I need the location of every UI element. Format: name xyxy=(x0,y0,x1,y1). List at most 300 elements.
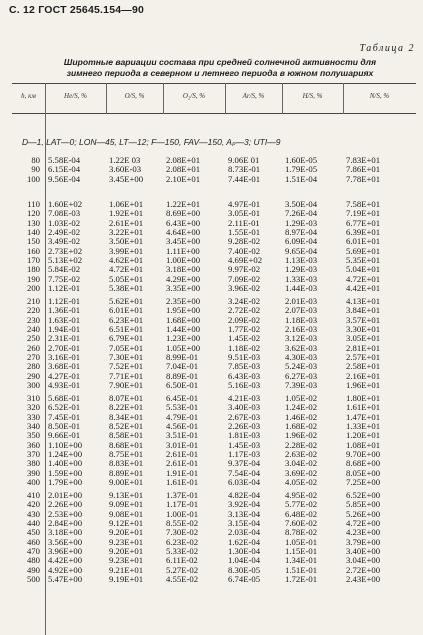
altitude-cell: 360 xyxy=(26,439,40,450)
value-cell: 1.40E+00 xyxy=(48,458,83,469)
value-cell: 3.05E-01 xyxy=(228,208,261,219)
value-cell: 8.83E+01 xyxy=(109,458,144,469)
value-cell: 4.05E-02 xyxy=(285,477,318,488)
value-column xyxy=(48,156,80,184)
value-column xyxy=(166,491,198,584)
altitude-cell: 420 xyxy=(26,499,40,510)
value-cell: 4.72E+01 xyxy=(109,264,144,275)
value-cell: 2.53E+00 xyxy=(48,508,83,519)
column-header-h-frac: H/S, % xyxy=(302,92,323,100)
value-cell: 5.16E-03 xyxy=(228,380,261,391)
value-cell: 4.64E+00 xyxy=(166,227,201,238)
value-column xyxy=(166,200,200,293)
value-cell: 1.62E-04 xyxy=(228,536,261,547)
value-cell: 5.47E+00 xyxy=(48,574,83,585)
value-cell: 8.52E+01 xyxy=(109,421,144,432)
value-cell: 1.34E-01 xyxy=(285,555,318,566)
value-cell: 9.66E-01 xyxy=(48,430,81,441)
value-cell: 9.13E+01 xyxy=(109,490,144,500)
altitude-cell: 350 xyxy=(26,430,40,441)
value-cell: 3.30E+01 xyxy=(346,324,381,335)
value-cell: 3.24E-02 xyxy=(228,296,261,306)
value-cell: 1.51E-04 xyxy=(285,173,318,184)
altitude-column xyxy=(12,156,40,184)
value-cell: 4.72E+01 xyxy=(346,273,381,284)
value-column xyxy=(346,394,380,487)
value-cell: 3.57E+01 xyxy=(346,314,381,325)
value-cell: 6.45E-01 xyxy=(166,393,199,403)
value-cell: 4.42E+01 xyxy=(346,283,381,294)
value-cell: 2.08E+01 xyxy=(166,155,201,165)
value-cell: 1.23E+00 xyxy=(166,333,201,344)
value-cell: 9.56E-04 xyxy=(48,173,81,184)
value-cell: 5.35E+01 xyxy=(346,255,381,266)
value-cell: 4.42E+00 xyxy=(48,555,83,566)
value-column xyxy=(228,200,262,293)
value-cell: 2.31E-01 xyxy=(48,333,81,344)
value-cell: 1.29E-03 xyxy=(285,264,318,275)
value-cell: 1.51E-01 xyxy=(285,564,318,575)
altitude-cell: 330 xyxy=(26,411,40,422)
value-cell: 1.06E+01 xyxy=(109,199,144,209)
value-cell: 1.44E+00 xyxy=(166,324,201,335)
value-cell: 2.26E+00 xyxy=(48,499,83,510)
value-cell: 7.26E-04 xyxy=(285,208,318,219)
altitude-column xyxy=(12,491,40,584)
value-cell: 1.44E-03 xyxy=(285,283,318,294)
value-cell: 2.58E+01 xyxy=(346,361,381,372)
value-cell: 6.11E-02 xyxy=(166,555,198,566)
value-cell: 7.85E-03 xyxy=(228,361,261,372)
value-cell: 4.13E+01 xyxy=(346,296,381,306)
value-cell: 3.18E+00 xyxy=(48,527,83,538)
value-cell: 7.09E-02 xyxy=(228,273,261,284)
altitude-cell: 500 xyxy=(26,574,40,585)
value-cell: 9.09E+01 xyxy=(109,499,144,510)
value-cell: 6.01E+01 xyxy=(346,236,381,247)
value-cell: 1.68E+00 xyxy=(166,314,201,325)
value-cell: 8.97E-04 xyxy=(285,227,318,238)
value-cell: 1.08E+01 xyxy=(346,439,381,450)
value-cell: 9.37E-04 xyxy=(228,458,261,469)
value-cell: 3.51E-01 xyxy=(166,430,199,441)
altitude-cell: 230 xyxy=(26,314,40,325)
value-cell: 1.46E-02 xyxy=(285,411,318,422)
value-cell: 8.89E-01 xyxy=(166,370,199,381)
value-column xyxy=(166,394,198,487)
value-cell: 3.01E-01 xyxy=(166,439,199,450)
value-cell: 3.60E-03 xyxy=(109,164,142,175)
value-cell: 4.92E+00 xyxy=(48,564,83,575)
value-column xyxy=(48,297,80,390)
value-cell: 2.43E+00 xyxy=(346,574,381,585)
value-cell: 6.39E+01 xyxy=(346,227,381,238)
column-header-o2: O₂/S, % xyxy=(182,92,206,100)
value-cell: 3.99E+01 xyxy=(109,245,144,256)
value-cell: 1.79E+00 xyxy=(48,477,83,488)
value-cell: 7.45E-01 xyxy=(48,411,81,422)
altitude-cell: 180 xyxy=(26,264,40,275)
altitude-cell: 270 xyxy=(26,352,40,363)
value-cell: 6.50E-01 xyxy=(166,380,199,391)
value-column xyxy=(166,297,200,390)
value-column xyxy=(346,156,380,184)
altitude-cell: 140 xyxy=(26,227,40,238)
value-cell: 9.08E+01 xyxy=(109,508,144,519)
value-cell: 6.52E-01 xyxy=(48,402,81,413)
value-cell: 1.00E-01 xyxy=(166,508,199,519)
value-cell: 9.28E-02 xyxy=(228,236,261,247)
value-cell: 1.18E-02 xyxy=(228,342,261,353)
altitude-cell: 400 xyxy=(26,477,40,488)
value-cell: 9.65E-04 xyxy=(285,245,318,256)
value-cell: 6.09E-04 xyxy=(285,236,318,247)
value-cell: 5.69E+01 xyxy=(346,245,381,256)
value-cell: 3.96E+00 xyxy=(48,546,83,557)
value-cell: 9.70E+00 xyxy=(346,449,381,460)
value-cell: 6.03E-04 xyxy=(228,477,261,488)
value-cell: 9.23E+01 xyxy=(109,555,144,566)
value-cell: 1.63E-01 xyxy=(48,314,81,325)
value-cell: 8.50E-01 xyxy=(48,421,81,432)
value-cell: 1.17E-03 xyxy=(228,449,261,460)
col-divider xyxy=(45,83,46,635)
value-column xyxy=(228,297,260,390)
value-cell: 4.95E-02 xyxy=(285,490,318,500)
altitude-cell: 480 xyxy=(26,555,40,566)
value-cell: 2.61E-01 xyxy=(166,449,199,460)
value-cell: 3.84E+01 xyxy=(346,305,381,316)
value-cell: 2.61E-01 xyxy=(166,458,199,469)
table-top-rule xyxy=(12,83,416,84)
value-cell: 3.15E-04 xyxy=(228,518,261,529)
value-cell: 6.15E-04 xyxy=(48,164,81,175)
value-cell: 5.62E+01 xyxy=(109,296,144,306)
value-cell: 9.00E+01 xyxy=(109,477,144,488)
value-cell: 7.05E+01 xyxy=(109,342,144,353)
table-title-line-2: зимнего периода в северном и летнего периода в южном полушариях xyxy=(66,68,374,78)
value-cell: 7.71E+01 xyxy=(109,370,144,381)
value-cell: 2.07E-03 xyxy=(285,305,318,316)
value-cell: 8.68E+00 xyxy=(346,458,381,469)
value-cell: 1.22E+01 xyxy=(166,199,201,209)
value-cell: 2.10E+01 xyxy=(166,173,201,184)
value-cell: 1.81E-03 xyxy=(228,430,261,441)
value-column xyxy=(285,491,317,584)
value-cell: 1.30E-04 xyxy=(228,546,261,557)
value-cell: 1.45E-03 xyxy=(228,439,261,450)
column-header-n: N/S, % xyxy=(369,92,390,100)
value-cell: 2.67E-03 xyxy=(228,411,261,422)
value-cell: 8.58E+01 xyxy=(109,430,144,441)
value-cell: 6.48E-02 xyxy=(285,508,318,519)
value-cell: 1.12E-01 xyxy=(48,296,81,306)
value-cell: 4.56E-01 xyxy=(166,421,199,432)
value-cell: 1.95E+00 xyxy=(166,305,201,316)
value-cell: 1.22E 03 xyxy=(109,155,141,165)
column-header-h: h, км xyxy=(21,92,36,100)
value-cell: 4.82E-04 xyxy=(228,490,261,500)
column-header-o: O/S, % xyxy=(124,92,145,100)
value-column xyxy=(109,297,143,390)
value-cell: 1.80E+01 xyxy=(346,393,381,403)
value-cell: 2.03E-04 xyxy=(228,527,261,538)
value-cell: 2.72E+00 xyxy=(346,564,381,575)
value-cell: 5.04E+01 xyxy=(346,264,381,275)
value-cell: 3.18E+00 xyxy=(166,264,201,275)
altitude-cell: 110 xyxy=(27,199,40,209)
value-cell: 8.55E-02 xyxy=(166,518,199,529)
value-cell: 3.35E+00 xyxy=(166,283,201,294)
value-cell: 1.91E-01 xyxy=(166,467,199,478)
value-cell: 2.72E-02 xyxy=(228,305,261,316)
value-cell: 7.75E-02 xyxy=(48,273,81,284)
value-cell: 1.13E-03 xyxy=(285,255,318,266)
value-cell: 1.68E-02 xyxy=(285,421,318,432)
value-column xyxy=(285,394,317,487)
value-cell: 1.15E-01 xyxy=(285,546,318,557)
value-cell: 7.04E-01 xyxy=(166,361,199,372)
value-cell: 1.05E+00 xyxy=(166,342,201,353)
value-column xyxy=(228,156,260,184)
value-cell: 6.52E+00 xyxy=(346,490,381,500)
value-cell: 5.58E-04 xyxy=(48,155,81,165)
altitude-cell: 80 xyxy=(31,155,40,165)
value-cell: 7.30E-02 xyxy=(166,527,199,538)
value-cell: 1.37E-01 xyxy=(166,490,199,500)
value-cell: 1.33E+01 xyxy=(346,421,381,432)
value-cell: 1.33E-03 xyxy=(285,273,318,284)
value-cell: 9.23E+01 xyxy=(109,536,144,547)
value-cell: 2.61E+01 xyxy=(109,217,144,228)
value-cell: 4.72E+00 xyxy=(346,518,381,529)
value-cell: 6.01E+01 xyxy=(109,305,144,316)
altitude-cell: 90 xyxy=(31,164,40,175)
value-column xyxy=(285,200,317,293)
value-cell: 7.58E+01 xyxy=(346,199,381,209)
altitude-cell: 130 xyxy=(26,217,40,228)
altitude-cell: 410 xyxy=(26,490,40,500)
value-cell: 2.09E-02 xyxy=(228,314,261,325)
value-cell: 4.27E-01 xyxy=(48,370,81,381)
altitude-cell: 470 xyxy=(26,546,40,557)
value-cell: 4.30E-03 xyxy=(285,352,318,363)
value-cell: 4.55E-02 xyxy=(166,574,199,585)
value-cell: 8.75E+01 xyxy=(109,449,144,460)
value-cell: 1.36E-01 xyxy=(48,305,81,316)
value-cell: 5.27E-02 xyxy=(166,564,199,575)
altitude-cell: 310 xyxy=(26,393,40,403)
value-cell: 8.99E-01 xyxy=(166,352,199,363)
value-cell: 2.16E-03 xyxy=(285,324,318,335)
value-cell: 3.40E+00 xyxy=(346,546,381,557)
value-cell: 1.11E+00 xyxy=(166,245,200,256)
value-cell: 3.40E-03 xyxy=(228,402,261,413)
value-cell: 3.13E-04 xyxy=(228,508,261,519)
value-cell: 2.01E-03 xyxy=(285,296,318,306)
value-cell: 5.84E-02 xyxy=(48,264,81,275)
value-cell: 5.85E+00 xyxy=(346,499,381,510)
value-cell: 2.49E-02 xyxy=(48,227,81,238)
altitude-column xyxy=(12,394,40,487)
value-column xyxy=(228,491,260,584)
value-cell: 7.86E+01 xyxy=(346,164,381,175)
value-cell: 8.89E+01 xyxy=(109,467,144,478)
value-cell: 3.04E-02 xyxy=(285,458,318,469)
altitude-cell: 210 xyxy=(26,296,40,306)
value-cell: 1.47E+01 xyxy=(346,411,381,422)
value-cell: 1.10E+00 xyxy=(48,439,83,450)
value-cell: 9.19E+01 xyxy=(109,574,144,585)
value-cell: 1.18E-03 xyxy=(285,314,318,325)
value-cell: 3.16E-01 xyxy=(48,352,81,363)
altitude-cell: 390 xyxy=(26,467,40,478)
value-cell: 7.40E-02 xyxy=(228,245,261,256)
value-cell: 8.78E-02 xyxy=(285,527,318,538)
value-cell: 7.78E+01 xyxy=(346,173,381,184)
value-cell: 3.49E-02 xyxy=(48,236,81,247)
value-cell: 8.34E+01 xyxy=(109,411,144,422)
value-column xyxy=(285,297,317,390)
value-cell: 3.50E+01 xyxy=(109,236,144,247)
value-cell: 6.51E+01 xyxy=(109,324,144,335)
value-cell: 6.74E-05 xyxy=(228,574,261,585)
value-cell: 9.20E+01 xyxy=(109,546,144,557)
value-cell: 8.22E+01 xyxy=(109,402,144,413)
altitude-cell: 150 xyxy=(26,236,40,247)
value-cell: 5.53E-01 xyxy=(166,402,199,413)
value-cell: 6.43E-03 xyxy=(228,370,261,381)
altitude-cell: 460 xyxy=(26,536,40,547)
value-cell: 1.29E-03 xyxy=(285,217,318,228)
value-column xyxy=(346,491,380,584)
column-header-he: He/S, % xyxy=(64,92,87,100)
value-cell: 2.70E-01 xyxy=(48,342,81,353)
value-cell: 7.39E-03 xyxy=(285,380,318,391)
value-cell: 2.16E+01 xyxy=(346,370,381,381)
value-column xyxy=(109,491,143,584)
value-cell: 4.21E-03 xyxy=(228,393,261,403)
value-cell: 8.05E+00 xyxy=(346,467,381,478)
value-cell: 6.77E+01 xyxy=(346,217,381,228)
value-cell: 4.29E+00 xyxy=(166,273,201,284)
value-cell: 1.03E-02 xyxy=(48,217,81,228)
value-cell: 1.60E-05 xyxy=(285,155,318,165)
value-cell: 8.73E-01 xyxy=(228,164,261,175)
altitude-cell: 430 xyxy=(26,508,40,519)
value-cell: 9.12E+01 xyxy=(109,518,144,529)
table-label: Таблица 2 xyxy=(359,43,415,54)
altitude-column xyxy=(12,297,40,390)
value-cell: 2.08E+01 xyxy=(166,164,201,175)
value-cell: 7.60E-02 xyxy=(285,518,318,529)
value-column xyxy=(228,394,260,487)
value-cell: 2.01E+00 xyxy=(48,490,83,500)
value-column xyxy=(109,200,143,293)
altitude-cell: 200 xyxy=(26,283,40,294)
altitude-cell: 280 xyxy=(26,361,40,372)
altitude-cell: 380 xyxy=(26,458,40,469)
altitude-cell: 160 xyxy=(26,245,40,256)
value-cell: 3.56E+00 xyxy=(48,536,83,547)
value-cell: 1.77E-02 xyxy=(228,324,261,335)
value-cell: 2.35E+00 xyxy=(166,296,201,306)
value-cell: 1.04E-04 xyxy=(228,555,261,566)
value-cell: 6.43E+00 xyxy=(166,217,201,228)
value-cell: 9.97E-02 xyxy=(228,264,261,275)
value-cell: 3.50E-04 xyxy=(285,199,318,209)
value-cell: 2.11E-01 xyxy=(228,217,260,228)
value-cell: 2.81E+01 xyxy=(346,342,381,353)
value-cell: 9.20E+01 xyxy=(109,527,144,538)
value-cell: 4.97E-01 xyxy=(228,199,261,209)
value-cell: 1.96E+01 xyxy=(346,380,381,391)
altitude-cell: 320 xyxy=(26,402,40,413)
value-cell: 1.12E-01 xyxy=(48,283,81,294)
value-cell: 3.62E-03 xyxy=(285,342,318,353)
value-cell: 9.06E 01 xyxy=(228,155,260,165)
value-cell: 5.24E-03 xyxy=(285,361,318,372)
value-cell: 3.22E+01 xyxy=(109,227,144,238)
value-cell: 9.21E+01 xyxy=(109,564,144,575)
value-cell: 1.05E-02 xyxy=(285,393,318,403)
page-header: С. 12 ГОСТ 25645.154—90 xyxy=(9,4,145,16)
value-cell: 2.84E+00 xyxy=(48,518,83,529)
altitude-cell: 290 xyxy=(26,370,40,381)
value-column xyxy=(109,394,143,487)
value-cell: 5.13E+02 xyxy=(48,255,83,266)
value-cell: 5.38E+01 xyxy=(109,283,144,294)
value-column xyxy=(285,156,317,184)
value-cell: 4.23E+00 xyxy=(346,527,381,538)
value-cell: 7.52E+01 xyxy=(109,361,144,372)
value-cell: 1.55E-01 xyxy=(228,227,261,238)
value-cell: 5.77E-02 xyxy=(285,499,318,510)
value-cell: 3.79E+00 xyxy=(346,536,381,547)
altitude-cell: 300 xyxy=(26,380,40,391)
value-cell: 1.60E+02 xyxy=(48,199,83,209)
value-cell: 4.93E-01 xyxy=(48,380,81,391)
value-column xyxy=(346,200,380,293)
value-cell: 1.94E-01 xyxy=(48,324,81,335)
value-cell: 2.63E-02 xyxy=(285,449,318,460)
altitude-cell: 370 xyxy=(26,449,40,460)
value-cell: 3.92E-04 xyxy=(228,499,261,510)
value-cell: 9.51E-03 xyxy=(228,352,261,363)
altitude-cell: 220 xyxy=(26,305,40,316)
value-cell: 1.59E+00 xyxy=(48,467,83,478)
value-cell: 7.30E+01 xyxy=(109,352,144,363)
value-column xyxy=(109,156,143,184)
altitude-cell: 170 xyxy=(26,255,40,266)
value-cell: 7.08E-03 xyxy=(48,208,81,219)
value-cell: 3.96E-02 xyxy=(228,283,261,294)
value-cell: 1.61E+01 xyxy=(346,402,381,413)
altitude-cell: 490 xyxy=(26,564,40,575)
value-cell: 6.23E+01 xyxy=(109,314,144,325)
value-cell: 2.26E-03 xyxy=(228,421,261,432)
value-cell: 1.96E-02 xyxy=(285,430,318,441)
column-header-ar: Ar/S, % xyxy=(242,92,265,100)
altitude-cell: 190 xyxy=(26,273,40,284)
value-cell: 8.69E+00 xyxy=(166,208,201,219)
value-cell: 1.92E+01 xyxy=(109,208,144,219)
value-cell: 1.45E-02 xyxy=(228,333,261,344)
value-cell: 3.45E+00 xyxy=(109,173,144,184)
altitude-cell: 100 xyxy=(26,173,40,184)
value-cell: 5.26E+00 xyxy=(346,508,381,519)
value-cell: 8.07E+01 xyxy=(109,393,144,403)
